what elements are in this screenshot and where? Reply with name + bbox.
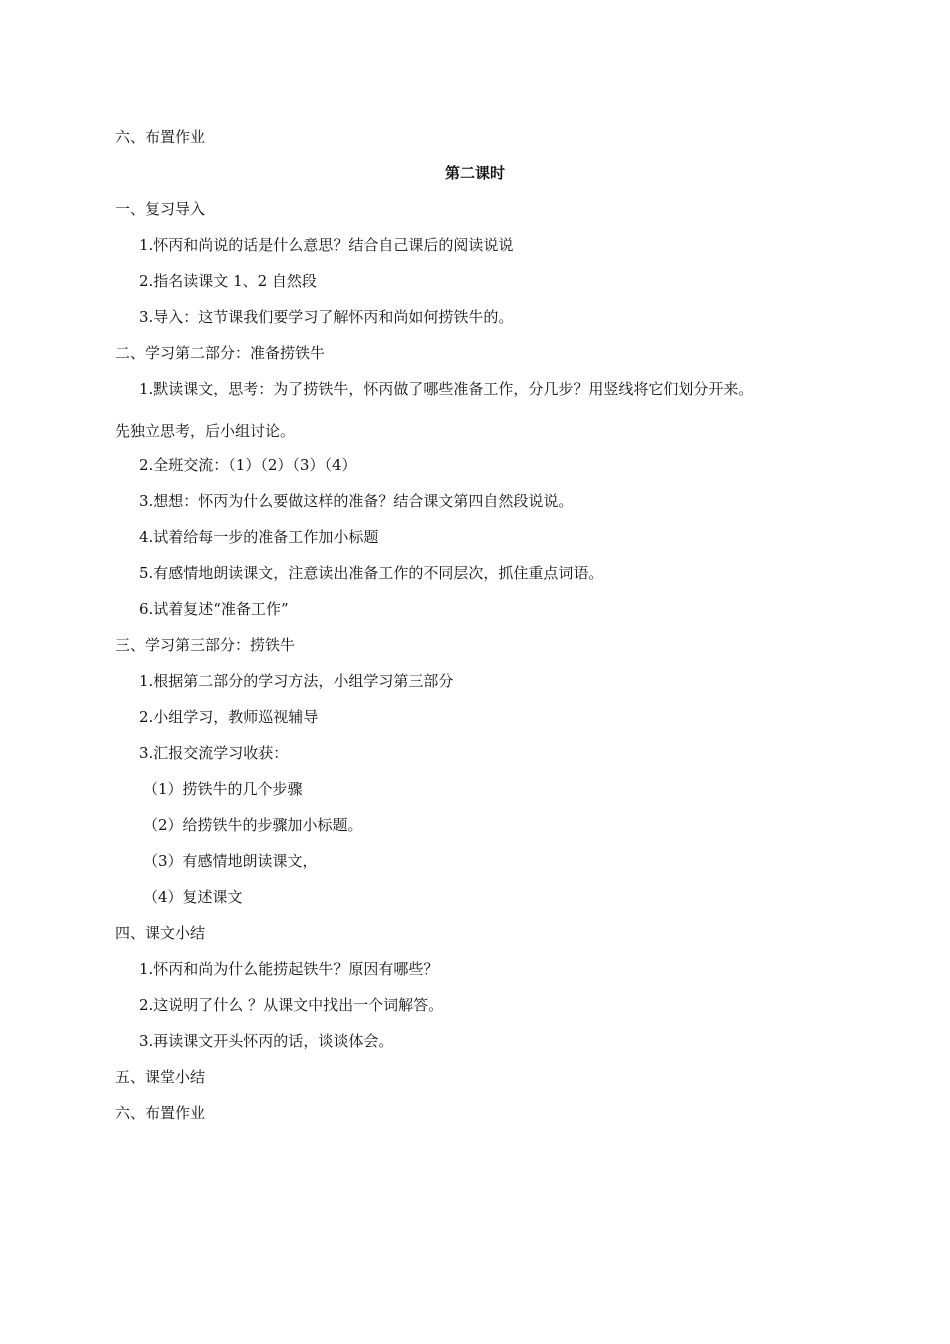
summary-item-1: 1.怀丙和尚为什么能捞起铁牛？原因有哪些？ bbox=[139, 960, 439, 978]
part-two-item-1: 1.默读课文，思考：为了捞铁牛，怀丙做了哪些准备工作，分几步？用竖线将它们划分开来。 bbox=[139, 380, 754, 398]
part-three-subitem-1: （1）捞铁牛的几个步骤 bbox=[143, 780, 303, 798]
heading-class-summary: 五、课堂小结 bbox=[115, 1068, 206, 1086]
summary-item-3: 3.再读课文开头怀丙的话，谈谈体会。 bbox=[139, 1032, 394, 1050]
part-two-item-3: 3.想想：怀丙为什么要做这样的准备？结合课文第四自然段说说。 bbox=[139, 492, 574, 510]
heading-assign-homework-top: 六、布置作业 bbox=[115, 128, 206, 146]
part-two-item-5: 5.有感情地朗读课文，注意读出准备工作的不同层次，抓住重点词语。 bbox=[139, 564, 604, 582]
heading-part-three: 三、学习第三部分：捞铁牛 bbox=[115, 636, 296, 654]
part-two-item-2: 2.全班交流：（1）（2）（3）（4） bbox=[139, 456, 357, 474]
review-item-3: 3.导入：这节课我们要学习了解怀丙和尚如何捞铁牛的。 bbox=[139, 308, 514, 326]
part-two-item-4: 4.试着给每一步的准备工作加小标题 bbox=[139, 528, 379, 546]
heading-part-two: 二、学习第二部分：准备捞铁牛 bbox=[115, 344, 326, 362]
part-three-subitem-3: （3）有感情地朗读课文， bbox=[143, 852, 318, 870]
part-three-item-2: 2.小组学习，教师巡视辅导 bbox=[139, 708, 319, 726]
heading-assign-homework: 六、布置作业 bbox=[115, 1104, 206, 1122]
part-three-subitem-2: （2）给捞铁牛的步骤加小标题。 bbox=[143, 816, 363, 834]
part-two-item-6: 6.试着复述“准备工作” bbox=[139, 600, 289, 618]
part-three-subitem-4: （4）复述课文 bbox=[143, 888, 243, 906]
heading-text-summary: 四、课文小结 bbox=[115, 924, 206, 942]
review-item-2: 2.指名读课文 1、2 自然段 bbox=[139, 272, 317, 290]
part-two-item-1-continued: 先独立思考，后小组讨论。 bbox=[115, 422, 296, 440]
part-three-item-3: 3.汇报交流学习收获： bbox=[139, 744, 289, 762]
review-item-1: 1.怀丙和尚说的话是什么意思？结合自己课后的阅读说说 bbox=[139, 236, 514, 254]
summary-item-2: 2.这说明了什么 ？从课文中找出一个词解答。 bbox=[139, 996, 444, 1014]
part-three-item-1: 1.根据第二部分的学习方法，小组学习第三部分 bbox=[139, 672, 454, 690]
section-title: 第二课时 bbox=[444, 164, 505, 182]
heading-review-intro: 一、复习导入 bbox=[115, 200, 206, 218]
